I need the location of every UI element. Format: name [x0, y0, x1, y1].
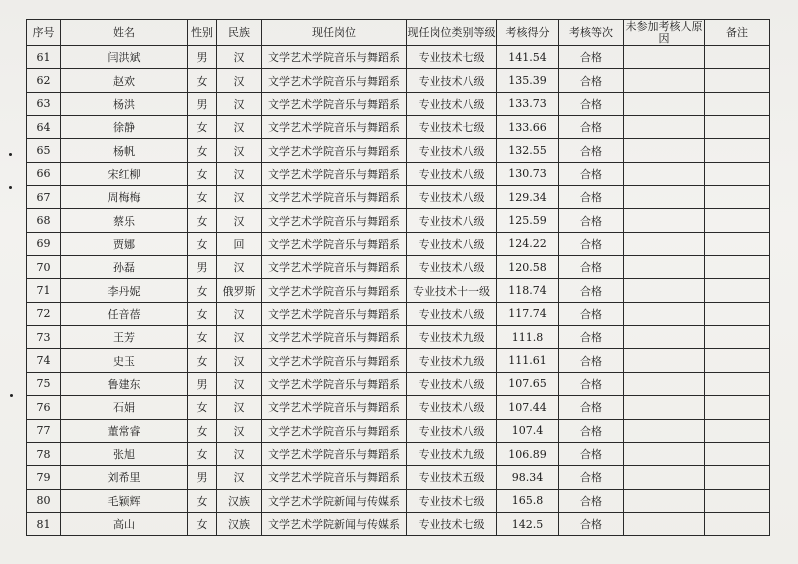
- cell-absent-reason: [624, 326, 705, 349]
- cell-remarks: [705, 162, 770, 185]
- cell-grade: 专业技术八级: [407, 256, 497, 279]
- col-header-ethnicity: 民族: [217, 20, 262, 46]
- cell-grade: 专业技术八级: [407, 186, 497, 209]
- cell-remarks: [705, 116, 770, 139]
- cell-score: 133.73: [497, 92, 559, 115]
- cell-rank: 合格: [559, 419, 624, 442]
- cell-position: 文学艺术学院音乐与舞蹈系: [262, 419, 407, 442]
- cell-rank: 合格: [559, 326, 624, 349]
- cell-no: 74: [27, 349, 61, 372]
- cell-no: 69: [27, 232, 61, 255]
- cell-name: 张旭: [61, 442, 188, 465]
- cell-gender: 男: [188, 372, 217, 395]
- cell-name: 石娟: [61, 396, 188, 419]
- cell-rank: 合格: [559, 512, 624, 535]
- cell-absent-reason: [624, 489, 705, 512]
- cell-name: 周梅梅: [61, 186, 188, 209]
- cell-score: 98.34: [497, 466, 559, 489]
- cell-position: 文学艺术学院音乐与舞蹈系: [262, 116, 407, 139]
- cell-position: 文学艺术学院音乐与舞蹈系: [262, 162, 407, 185]
- assessment-table: [26, 19, 770, 536]
- cell-rank: 合格: [559, 116, 624, 139]
- cell-remarks: [705, 92, 770, 115]
- cell-position: 文学艺术学院音乐与舞蹈系: [262, 69, 407, 92]
- cell-grade: 专业技术七级: [407, 489, 497, 512]
- cell-no: 71: [27, 279, 61, 302]
- cell-score: 106.89: [497, 442, 559, 465]
- cell-ethnicity: 俄罗斯: [217, 279, 262, 302]
- col-header-name: 姓名: [61, 20, 188, 46]
- scan-speck: [9, 153, 12, 156]
- cell-rank: 合格: [559, 302, 624, 325]
- cell-score: 111.61: [497, 349, 559, 372]
- cell-gender: 女: [188, 209, 217, 232]
- cell-ethnicity: 汉: [217, 372, 262, 395]
- table-row: [27, 396, 770, 419]
- cell-ethnicity: 汉: [217, 326, 262, 349]
- cell-no: 61: [27, 46, 61, 69]
- cell-remarks: [705, 326, 770, 349]
- cell-name: 李丹妮: [61, 279, 188, 302]
- cell-gender: 男: [188, 256, 217, 279]
- cell-ethnicity: 汉族: [217, 512, 262, 535]
- scan-speck: [9, 186, 12, 189]
- cell-ethnicity: 汉: [217, 92, 262, 115]
- cell-ethnicity: 汉: [217, 46, 262, 69]
- cell-absent-reason: [624, 442, 705, 465]
- cell-remarks: [705, 396, 770, 419]
- cell-rank: 合格: [559, 442, 624, 465]
- cell-gender: 男: [188, 466, 217, 489]
- col-header-absent-reason: 未参加考核人原因: [625, 19, 703, 45]
- cell-rank: 合格: [559, 372, 624, 395]
- cell-position: 文学艺术学院音乐与舞蹈系: [262, 396, 407, 419]
- cell-grade: 专业技术七级: [407, 116, 497, 139]
- cell-no: 63: [27, 92, 61, 115]
- table-row: [27, 326, 770, 349]
- cell-grade: 专业技术九级: [407, 442, 497, 465]
- cell-name: 王芳: [61, 326, 188, 349]
- cell-position: 文学艺术学院音乐与舞蹈系: [262, 46, 407, 69]
- cell-grade: 专业技术八级: [407, 209, 497, 232]
- cell-rank: 合格: [559, 489, 624, 512]
- cell-absent-reason: [624, 46, 705, 69]
- cell-remarks: [705, 279, 770, 302]
- col-header-grade: 现任岗位类别等级: [407, 20, 497, 46]
- cell-rank: 合格: [559, 349, 624, 372]
- cell-score: 118.74: [497, 279, 559, 302]
- cell-rank: 合格: [559, 186, 624, 209]
- cell-ethnicity: 汉: [217, 302, 262, 325]
- cell-remarks: [705, 256, 770, 279]
- cell-rank: 合格: [559, 162, 624, 185]
- cell-absent-reason: [624, 419, 705, 442]
- cell-grade: 专业技术八级: [407, 92, 497, 115]
- cell-score: 107.65: [497, 372, 559, 395]
- cell-absent-reason: [624, 396, 705, 419]
- cell-position: 文学艺术学院音乐与舞蹈系: [262, 372, 407, 395]
- cell-rank: 合格: [559, 92, 624, 115]
- cell-remarks: [705, 139, 770, 162]
- cell-absent-reason: [624, 466, 705, 489]
- cell-remarks: [705, 209, 770, 232]
- cell-absent-reason: [624, 232, 705, 255]
- cell-name: 杨洪: [61, 92, 188, 115]
- cell-grade: 专业技术七级: [407, 512, 497, 535]
- cell-position: 文学艺术学院音乐与舞蹈系: [262, 209, 407, 232]
- cell-gender: 女: [188, 442, 217, 465]
- cell-position: 文学艺术学院音乐与舞蹈系: [262, 256, 407, 279]
- cell-no: 73: [27, 326, 61, 349]
- cell-no: 78: [27, 442, 61, 465]
- scan-speck: [10, 394, 13, 397]
- cell-remarks: [705, 46, 770, 69]
- cell-position: 文学艺术学院音乐与舞蹈系: [262, 232, 407, 255]
- cell-grade: 专业技术九级: [407, 326, 497, 349]
- cell-position: 文学艺术学院音乐与舞蹈系: [262, 92, 407, 115]
- cell-no: 64: [27, 116, 61, 139]
- table-row: [27, 279, 770, 302]
- cell-name: 赵欢: [61, 69, 188, 92]
- cell-score: 120.58: [497, 256, 559, 279]
- cell-gender: 女: [188, 489, 217, 512]
- cell-position: 文学艺术学院音乐与舞蹈系: [262, 326, 407, 349]
- col-header-gender: 性别: [188, 20, 217, 46]
- table-row: [27, 512, 770, 535]
- cell-name: 任音蓓: [61, 302, 188, 325]
- table-row: [27, 442, 770, 465]
- col-header-remarks: 备注: [705, 20, 770, 46]
- cell-grade: 专业技术八级: [407, 139, 497, 162]
- cell-remarks: [705, 466, 770, 489]
- cell-gender: 女: [188, 349, 217, 372]
- cell-grade: 专业技术八级: [407, 232, 497, 255]
- cell-rank: 合格: [559, 466, 624, 489]
- cell-position: 文学艺术学院新闻与传媒系: [262, 512, 407, 535]
- cell-position: 文学艺术学院音乐与舞蹈系: [262, 466, 407, 489]
- table-row: [27, 69, 770, 92]
- cell-ethnicity: 汉: [217, 396, 262, 419]
- cell-name: 徐静: [61, 116, 188, 139]
- cell-rank: 合格: [559, 209, 624, 232]
- cell-score: 142.5: [497, 512, 559, 535]
- table-row: [27, 186, 770, 209]
- cell-ethnicity: 汉: [217, 69, 262, 92]
- cell-no: 80: [27, 489, 61, 512]
- cell-gender: 女: [188, 302, 217, 325]
- cell-score: 125.59: [497, 209, 559, 232]
- cell-gender: 女: [188, 512, 217, 535]
- cell-position: 文学艺术学院音乐与舞蹈系: [262, 302, 407, 325]
- cell-absent-reason: [624, 256, 705, 279]
- cell-gender: 女: [188, 116, 217, 139]
- table-row: [27, 419, 770, 442]
- cell-absent-reason: [624, 139, 705, 162]
- cell-gender: 女: [188, 396, 217, 419]
- cell-name: 鲁建东: [61, 372, 188, 395]
- cell-score: 165.8: [497, 489, 559, 512]
- cell-grade: 专业技术八级: [407, 419, 497, 442]
- cell-no: 68: [27, 209, 61, 232]
- cell-absent-reason: [624, 279, 705, 302]
- cell-score: 141.54: [497, 46, 559, 69]
- cell-rank: 合格: [559, 279, 624, 302]
- cell-ethnicity: 汉: [217, 419, 262, 442]
- cell-name: 蔡乐: [61, 209, 188, 232]
- col-header-score: 考核得分: [497, 20, 559, 46]
- table-row: [27, 92, 770, 115]
- table-row: [27, 302, 770, 325]
- cell-remarks: [705, 302, 770, 325]
- cell-remarks: [705, 69, 770, 92]
- cell-grade: 专业技术八级: [407, 302, 497, 325]
- cell-remarks: [705, 372, 770, 395]
- col-header-position: 现任岗位: [262, 20, 407, 46]
- cell-grade: 专业技术八级: [407, 396, 497, 419]
- cell-absent-reason: [624, 92, 705, 115]
- cell-gender: 女: [188, 326, 217, 349]
- cell-grade: 专业技术九级: [407, 349, 497, 372]
- table-header-row: [27, 20, 770, 46]
- cell-score: 107.4: [497, 419, 559, 442]
- cell-no: 65: [27, 139, 61, 162]
- cell-ethnicity: 汉: [217, 256, 262, 279]
- cell-absent-reason: [624, 349, 705, 372]
- table-row: [27, 209, 770, 232]
- cell-remarks: [705, 419, 770, 442]
- cell-gender: 女: [188, 419, 217, 442]
- cell-no: 76: [27, 396, 61, 419]
- table-row: [27, 372, 770, 395]
- cell-absent-reason: [624, 186, 705, 209]
- table-row: [27, 232, 770, 255]
- cell-score: 135.39: [497, 69, 559, 92]
- cell-score: 129.34: [497, 186, 559, 209]
- cell-name: 杨帆: [61, 139, 188, 162]
- cell-score: 133.66: [497, 116, 559, 139]
- cell-absent-reason: [624, 116, 705, 139]
- cell-remarks: [705, 186, 770, 209]
- cell-position: 文学艺术学院音乐与舞蹈系: [262, 139, 407, 162]
- cell-grade: 专业技术八级: [407, 162, 497, 185]
- cell-name: 董常睿: [61, 419, 188, 442]
- cell-grade: 专业技术十一级: [407, 279, 497, 302]
- cell-rank: 合格: [559, 256, 624, 279]
- cell-no: 67: [27, 186, 61, 209]
- cell-rank: 合格: [559, 46, 624, 69]
- cell-remarks: [705, 489, 770, 512]
- cell-name: 刘希里: [61, 466, 188, 489]
- cell-position: 文学艺术学院新闻与传媒系: [262, 489, 407, 512]
- cell-remarks: [705, 442, 770, 465]
- cell-rank: 合格: [559, 139, 624, 162]
- cell-score: 124.22: [497, 232, 559, 255]
- table-row: [27, 489, 770, 512]
- cell-name: 闫洪斌: [61, 46, 188, 69]
- cell-ethnicity: 汉族: [217, 489, 262, 512]
- cell-ethnicity: 汉: [217, 349, 262, 372]
- table-row: [27, 116, 770, 139]
- cell-rank: 合格: [559, 232, 624, 255]
- cell-score: 132.55: [497, 139, 559, 162]
- cell-no: 66: [27, 162, 61, 185]
- cell-score: 117.74: [497, 302, 559, 325]
- cell-name: 宋红柳: [61, 162, 188, 185]
- cell-ethnicity: 汉: [217, 186, 262, 209]
- cell-no: 75: [27, 372, 61, 395]
- cell-ethnicity: 回: [217, 232, 262, 255]
- cell-name: 孙磊: [61, 256, 188, 279]
- table-row: [27, 256, 770, 279]
- table-row: [27, 466, 770, 489]
- cell-grade: 专业技术八级: [407, 372, 497, 395]
- cell-score: 130.73: [497, 162, 559, 185]
- cell-ethnicity: 汉: [217, 162, 262, 185]
- cell-gender: 男: [188, 46, 217, 69]
- cell-score: 107.44: [497, 396, 559, 419]
- cell-score: 111.8: [497, 326, 559, 349]
- cell-name: 毛颖辉: [61, 489, 188, 512]
- col-header-rank: 考核等次: [559, 20, 624, 46]
- cell-ethnicity: 汉: [217, 139, 262, 162]
- cell-name: 高山: [61, 512, 188, 535]
- cell-gender: 女: [188, 69, 217, 92]
- table-row: [27, 139, 770, 162]
- cell-no: 62: [27, 69, 61, 92]
- cell-position: 文学艺术学院音乐与舞蹈系: [262, 186, 407, 209]
- cell-gender: 女: [188, 186, 217, 209]
- cell-absent-reason: [624, 209, 705, 232]
- cell-name: 贾娜: [61, 232, 188, 255]
- cell-absent-reason: [624, 302, 705, 325]
- cell-name: 史玉: [61, 349, 188, 372]
- cell-rank: 合格: [559, 396, 624, 419]
- cell-no: 70: [27, 256, 61, 279]
- cell-ethnicity: 汉: [217, 442, 262, 465]
- col-header-no: 序号: [27, 20, 61, 46]
- cell-gender: 男: [188, 92, 217, 115]
- cell-absent-reason: [624, 372, 705, 395]
- cell-remarks: [705, 349, 770, 372]
- table-row: [27, 46, 770, 69]
- cell-ethnicity: 汉: [217, 209, 262, 232]
- cell-remarks: [705, 512, 770, 535]
- cell-grade: 专业技术五级: [407, 466, 497, 489]
- table-row: [27, 162, 770, 185]
- cell-absent-reason: [624, 162, 705, 185]
- cell-ethnicity: 汉: [217, 116, 262, 139]
- cell-gender: 女: [188, 139, 217, 162]
- cell-no: 72: [27, 302, 61, 325]
- cell-remarks: [705, 232, 770, 255]
- cell-rank: 合格: [559, 69, 624, 92]
- table-row: [27, 349, 770, 372]
- cell-grade: 专业技术八级: [407, 69, 497, 92]
- cell-position: 文学艺术学院音乐与舞蹈系: [262, 349, 407, 372]
- cell-no: 81: [27, 512, 61, 535]
- cell-absent-reason: [624, 512, 705, 535]
- cell-gender: 女: [188, 232, 217, 255]
- cell-position: 文学艺术学院音乐与舞蹈系: [262, 442, 407, 465]
- cell-no: 77: [27, 419, 61, 442]
- cell-ethnicity: 汉: [217, 466, 262, 489]
- cell-grade: 专业技术七级: [407, 46, 497, 69]
- cell-gender: 女: [188, 162, 217, 185]
- cell-position: 文学艺术学院音乐与舞蹈系: [262, 279, 407, 302]
- cell-absent-reason: [624, 69, 705, 92]
- cell-no: 79: [27, 466, 61, 489]
- cell-gender: 女: [188, 279, 217, 302]
